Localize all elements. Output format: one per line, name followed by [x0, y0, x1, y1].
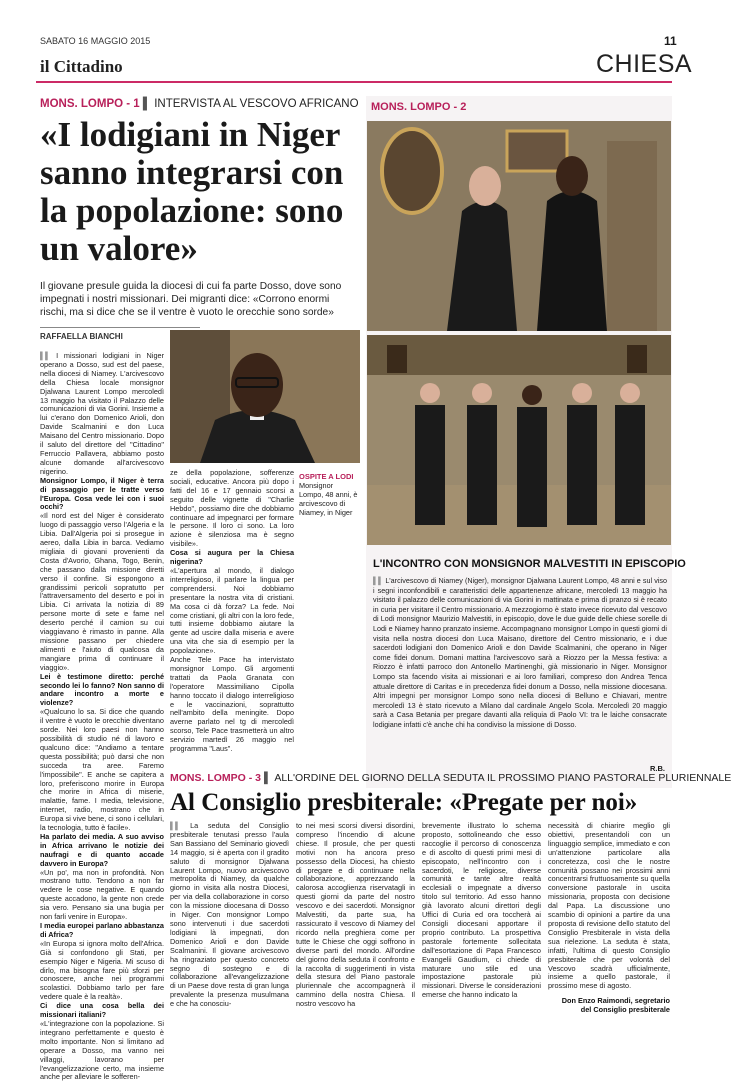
signature-line-1: Don Enzo Raimondi, segretario — [561, 996, 670, 1005]
author-name: RAFFAELLA BIANCHI — [40, 332, 123, 341]
article1-column-2: ze della popolazione, sofferenze sociali, educative. Ancora più dopo i fatti del 16 e 17 gennaio scorsi a seguito delle vignette di "Charlie Hebdo", possiamo dire che dobbiamo continuare ad impegnarci per formare le persone. Il loro ci sono. La loro azione è silenziosa ma è segno visibile». Cosa si augura per la Chiesa nigerina? «L'apertura al mondo, il dialogo interreligioso, il parlare la lingua per comprendersi. Noi dobbiamo presentare la nostra vita di cristiani. Ma cosa ci dà forza? La fede. Noi come cristiani, gli altri con la loro fede, tutti insieme dobbiamo aiutare la gente ad uscire dalla miseria e avere una vita che sia di esempio per la popolazione». Anche Tele Pace ha intervistato monsignor Lompo. Gli argomenti trattati da Paola Granata con l'operatore Massimiliano Cipolla hanno toccato il dialogo interreligioso e le vaccinazioni, soprattutto nell'ambito della meningite. Dopo averne parlato nel tg di mercoledì scorso, Tele Pace trasmetterà un altro servizio martedì 26 maggio nel programma "Laus". — [170, 468, 294, 754]
article3-column-1: ▌▌ La seduta del Consiglio presbiterale tenutasi presso l'aula San Bassiano del Seminario giovedì 14 maggio, si è aperta con il gradito saluto di monsignor Djalwana Laurent Lompo, nuovo arcivescovo metropolita di Niamey, da qualche giorno in visita alla nostra Diocesi, per via della collaborazione in corso con la missione diocesana di Dosso in Niger. Con monsignor Lompo sono intervenuti i due sacerdoti lodigiani là impegnati, don Domenico Arioli e don Davide Scalmanini. Il giovane arcivescovo ha ringraziato per questo concreto segno di sostegno e di collaborazione all'evangelizzazione di un Paese dove resta di gran lunga prevalente la presenza musulmana e che ha conosciu- — [170, 821, 289, 1009]
article1-summary: Il giovane presule guida la diocesi di cui fa parte Dosso, dove sono impegnati i nostri missionari. Dei migranti dice: «Corrono enormi rischi, ma si dice che se il ventre è vuoto le orecchie sono sorde» — [40, 281, 342, 318]
caption-text: Monsignor Lompo, 48 anni, è arcivescovo di Niamey, in Niger — [299, 481, 358, 517]
group-photo — [367, 335, 671, 545]
article2-kicker: MONS. LOMPO - 2 — [371, 101, 467, 113]
article3-column-4: necessità di chiarire meglio gli obiettivi, presentandoli con un linguaggio semplice, immediato e con un'attenzione particolare alla concretezza, così che le nostre comunità possano nei prossimi anni concentrarsi fruttuosamente su quella conversione pastorale in uscita missionaria, proposta con decisione dal Papa. La discussione uno scambio di opinioni a partire da una proposta di revisione dello statuto del Consiglio Presbiterale in vista della sua rielezione. La seduta è stata, infatti, l'ultima di questo Consiglio presbiterale che per volontà del Vescovo scadrà ufficialmente, insieme a quello pastorale, il prossimo mese di agosto. — [548, 821, 670, 991]
issue-date: SABATO 16 MAGGIO 2015 — [40, 36, 151, 46]
portrait-photo — [170, 330, 360, 463]
article3-column-3: brevemente illustrato lo schema proposto, sottolineando che esso raccoglie il percorso di conoscenza e di ascolto di questi primi mesi di episcopato, nell'incontro con i sacerdoti, le religiose, diverse comunità e tante altre realtà ecclesiali o impegnate a diverso titolo sul territorio. Ad esso hanno già lavorato alcuni direttori degli Uffici di Curia ed ora toccherà ai Consigli diocesani apportare il proprio contributo. La prospettiva pastorale fortemente sollecitata dall'esortazione di Papa Francesco Evangelii Gaudium, ci chiede di maturare uno stile ed una impostazione pastorale più missionari. Diverse le considerazioni emerse che hanno indicato la — [422, 821, 541, 1000]
article1-kicker: MONS. LOMPO - 1 ▌ INTERVISTA AL VESCOVO AFRICANO — [40, 98, 359, 110]
article2-text: ▌▌ L'arcivescovo di Niamey (Niger), monsignor Djalwana Laurent Lompo, 48 anni e sul viso i segni inconfondibili e caratteristici delle appartenenze africane, mercoledì 13 maggio ha visitato il palazzo delle comunicazioni di via Gorini in mattinata e prima di pranzo si è recato in curia per visitare il Centro missionario. A mezzogiorno è stato invece ricevuto dal vescovo di Lodi monsignor Maurizio Malvestiti, in episcopio, dove le due guide delle chiese sorelle di Lodi e Niamey hanno pranzato insieme. Accompagnano monsignor Lompo in questi giorni di visita nella nostra diocesi don Luca Maisano, direttore del Centro missionario, e i due sacerdoti lodigiani don Domenico Arioli e don Davide Scalmanini, che operano in Niger come fidei donum. Domani mattina l'arcivescovo sarà a Riozzo per la Messa festiva: a Riozzo è infatti parroco don Antonello Martinenghi, già missionario in Niger. Monsignor Lompo sta facendo visita ai missionari e ai loro familiari, compreso don Andrea Tenca attuale direttore di Caritas e in precedenza fidei donum a Dosso, nella missione diocesana. Altri impegni per monsignor Lompo sono nella diocesi di Belluno e Chiavari, mentre mercoledì 13 è stato ricevuto a Milano dal cardinale Angelo Scola. Mercoledì 20 maggio sarà a Casa Betania per pregare davanti alla reliquia di Paolo VI: tra le laiche consacrate lodigiane infatti c'è anche chi ha condiviso la missione di Dosso. — [373, 576, 667, 729]
article3-headline: Al Consiglio presbiterale: «Pregate per noi» — [170, 789, 638, 816]
article2-signature: R.B. — [650, 764, 665, 773]
caption-title: OSPITE A LODI — [299, 472, 354, 481]
article3-kicker: MONS. LOMPO - 3 ▌ ALL'ORDINE DEL GIORNO DELLA SEDUTA IL PROSSIMO PIANO PASTORALE PLURIENNALE — [170, 772, 731, 784]
newspaper-logo: il Cittadino — [40, 57, 123, 76]
author-rule — [40, 327, 200, 328]
page-number: 11 — [664, 34, 677, 48]
signature-line-2: del Consiglio presbiterale — [580, 1005, 670, 1014]
article3-column-2: to nei mesi scorsi diversi disordini, compreso l'incendio di alcune chiese. Il prosule, che per questi motivi non ha ancora preso possesso della Diocesi, ha chiesto di pregare e di continuare nella collaborazione, apprezzando la calorosa accoglienza riservatagli in questi giorni da parte del nostro vescovo e dei sacerdoti. Monsignor Malvestiti, da parte sua, ha rassicurato il vescovo di Niamey del ricordo nella preghiera come per tutte le Chiese che oggi soffrono in diverse parti del mondo. All'ordine del giorno della seduta il confronto e la raccolta di suggerimenti in vista della stesura del Piano pastorale pluriennale che accompagnerà il cammino della nostra Chiesa. Il nostro vescovo ha — [296, 821, 415, 1009]
handshake-photo — [367, 121, 671, 331]
photo-caption — [299, 472, 359, 517]
section-title: CHIESA — [596, 50, 693, 78]
article3-signature — [548, 996, 670, 1014]
article1-headline: «I lodigiani in Niger sanno integrarsi con la popolazione: sono un valore» — [40, 115, 344, 268]
article2-headline: L'INCONTRO CON MONSIGNOR MALVESTITI IN EPISCOPIO — [373, 558, 686, 570]
header-rule — [36, 81, 672, 83]
article1-column-1: ▌▌ I missionari lodigiani in Niger operano a Dosso, sud est del paese, nella diocesi di Niamey. L'arcivescovo della Chiesa locale monsignor Djalwana Laurent Lompo mercoledì 13 maggio ha visitato il Palazzo delle comunicazioni di via Gorini. Insieme a lui c'erano don Domenico Arioli, don Davide Scalmanini e don Luca Maisano del Centro missionario. Dopo il saluto del direttore del "Cittadino" Ferruccio Pallavera, abbiamo posto alcune domande all'arcivescovo nigerino. Monsignor Lompo, il Niger è terra di passaggio per le tratte verso l'Europa. Cosa vede lei con i suoi occhi? «Il nord est del Niger è considerato luogo di passaggio verso l'Algeria e la Libia. Dall'Algeria poi si prosegue in aereo, dalla Libia in barca. Vediamo migliaia di giovani provenienti da Costa d'Avorio, Ghana, Togo, Benin, che passano dalla missione diretti verso il confine. Si espongono a grandissimi pericoli sopratutto per l'attraversamento del deserto e poi in Libia. Ci arrivata la notizia di 89 persone morte di sete e fame nel deserto perché il camion su cui viaggiavano è rimasto in panne. Alla missione passano per chiedere alimenti e l'aiuto di qualcosa da mangiare prima di continuare il viaggio». Lei è testimone diretto: perché secondo lei lo fanno? Non sanno di andare incontro a morte e violenze? «Qualcuno lo sa. Si dice che quando il ventre è vuoto le orecchie diventano sorde. Nei loro paesi non hanno possibilità di studio né di lavoro e qualcuno dice: "Andiamo a tentare questa possibilità; può darsi che non succeda tra aree. Faremo l'impossibile". E anche se capitera a loro, preferiscono morire in Europa che morire in Africa di miserie, malattie, fame. I media, televisione, internet, radio, mostrano che in Europa si vive bene, ci sono i cellulari, la tecnologia, tutto è facile». Ha parlato dei media. A suo avviso in Africa arrivano le notizie dei naufragi e di quanto accade davvero in Europa? «Un po', ma non in profondità. Non mostrano tutto. Tendono a non far vedere le cose negative. E quando queste accadono, la gente non crede sia vero. Pensano sia una bugia per non farli venire in Europa». I media europei parlano abbastanza di Africa? «In Europa si ignora molto dell'Africa. Già si confondono gli Stati, per esempio Niger e Nigeria. Mi scuso di dirlo, ma bisogna fare più sforzi per conoscere, anche nei programmi scolastici. Dobbiamo tarlo per fare vedere quale è la realtà». Ci dice una cosa bella dei missionari italiani? «L'integrazione con la popolazione. Si integrano perfettamente e questo è molto importante. Non si limitano ad operare a Dosso, ma vanno nei villaggi, lavorano per l'evangelizzazione certo, ma insieme anche per alleviare le sofferen- — [40, 351, 164, 1082]
